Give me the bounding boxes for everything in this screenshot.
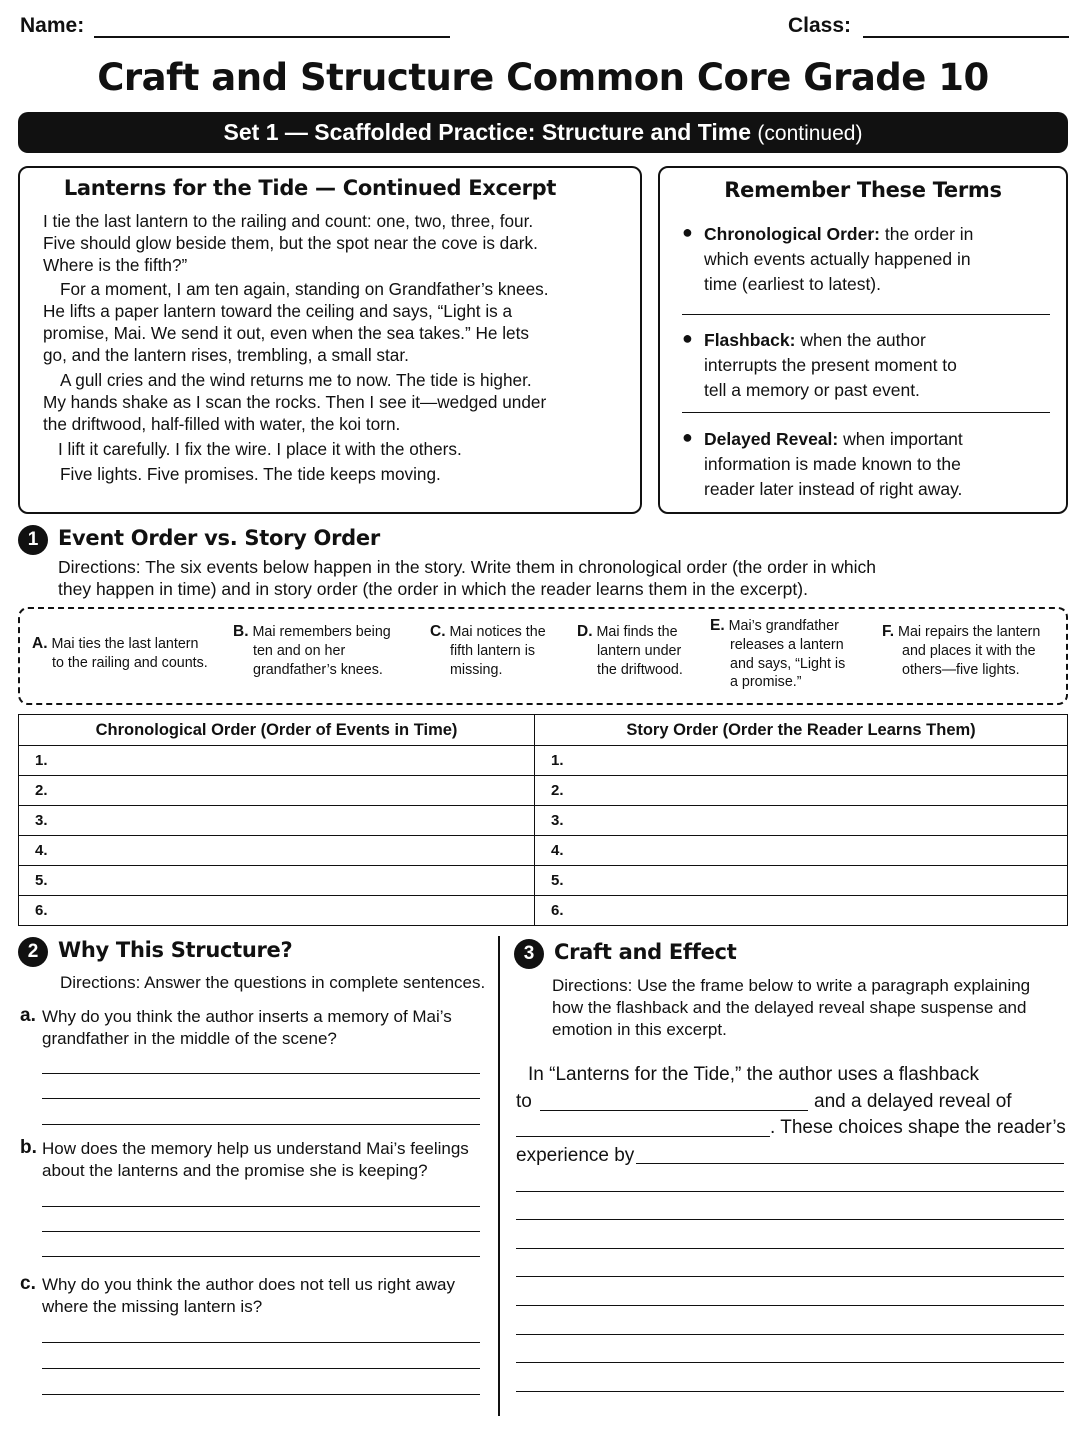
excerpt-line: I lift it carefully. I fix the wire. I place it with the others.: [58, 439, 462, 459]
question-text: Why do you think the author does not tell us right away: [42, 1275, 455, 1294]
question-a: [42, 1006, 482, 1050]
table-row: [19, 806, 1068, 836]
excerpt-line: go, and the lantern rises, trembling, a small star.: [43, 345, 409, 365]
paragraph-line[interactable]: [516, 1305, 1064, 1306]
excerpt-line: A gull cries and the wind returns me to now. The tide is higher.: [60, 370, 532, 390]
bullet-icon: ●: [682, 222, 693, 242]
excerpt-line: My hands shake as I scan the rocks. Then I see it—wedged under: [43, 392, 547, 412]
event-text: Mai repairs the lantern: [898, 624, 1041, 640]
story-cell-4[interactable]: 4.: [535, 836, 1068, 866]
event-b: [233, 623, 391, 679]
event-text: and says, “Light is: [730, 655, 846, 672]
answer-line-b[interactable]: [42, 1256, 480, 1257]
column-divider: [498, 936, 500, 1416]
table-row: [19, 776, 1068, 806]
story-cell-5[interactable]: 5.: [535, 866, 1068, 896]
term-flashback: [704, 328, 1044, 403]
paragraph-line[interactable]: [516, 1191, 1064, 1192]
class-field[interactable]: [788, 14, 1069, 38]
section1-title: Event Order vs. Story Order: [58, 526, 380, 550]
set-banner: [18, 112, 1068, 153]
section1-directions: they happen in time) and in story order (the order in which the reader learns them in the excerpt).: [58, 579, 808, 599]
question-b: [42, 1138, 482, 1182]
section-number-3: 3: [514, 939, 544, 969]
column-header-chronological: Chronological Order (Order of Events in Time): [19, 715, 535, 746]
frame-blank-experience[interactable]: [636, 1163, 1064, 1164]
event-text: Mai finds the: [596, 624, 678, 640]
event-text: fifth lantern is: [450, 642, 536, 659]
chronological-cell-1[interactable]: 1.: [19, 746, 535, 776]
excerpt-line: promise, Mai. We send it out, even when the sea takes.” He lets: [43, 323, 529, 343]
event-letter: B.: [233, 623, 249, 640]
chronological-cell-2[interactable]: 2.: [19, 776, 535, 806]
class-blank[interactable]: [863, 36, 1069, 38]
paragraph-line[interactable]: [516, 1362, 1064, 1363]
column-header-story: Story Order (Order the Reader Learns Them): [535, 715, 1068, 746]
table-row: [19, 746, 1068, 776]
answer-line-c[interactable]: [42, 1342, 480, 1343]
name-field[interactable]: [20, 14, 450, 38]
bullet-icon: ●: [682, 427, 693, 447]
bullet-icon: ●: [682, 328, 693, 348]
event-c: [430, 623, 546, 679]
event-letter: A.: [32, 635, 48, 652]
term-def: which events actually happened in: [704, 249, 971, 269]
excerpt-title: Lanterns for the Tide — Continued Excerpt: [63, 176, 557, 200]
event-bank: [18, 607, 1068, 705]
frame-blank-flashback[interactable]: [540, 1110, 808, 1111]
term-def: time (earliest to latest).: [704, 274, 881, 294]
event-letter: D.: [577, 623, 593, 640]
terms-title: Remember These Terms: [724, 178, 1002, 202]
paragraph-line[interactable]: [516, 1248, 1064, 1249]
story-cell-6[interactable]: 6.: [535, 896, 1068, 926]
chronological-cell-6[interactable]: 6.: [19, 896, 535, 926]
frame-delayed-reveal: and a delayed reveal of: [814, 1091, 1012, 1112]
table-row: [19, 866, 1068, 896]
event-text: Mai’s grandfather: [728, 618, 839, 634]
event-text: to the railing and counts.: [52, 654, 208, 671]
excerpt-line: I tie the last lantern to the railing and count: one, two, three, four.: [43, 211, 534, 231]
term-name: Flashback:: [704, 330, 796, 350]
question-text: How does the memory help us understand Mai’s feelings: [42, 1139, 469, 1158]
terms-panel: [658, 166, 1068, 514]
section3-directions: how the flashback and the delayed reveal shape suspense and: [552, 998, 1027, 1017]
section3-title: Craft and Effect: [554, 940, 737, 964]
event-text: missing.: [450, 661, 503, 678]
answer-line-b[interactable]: [42, 1206, 480, 1207]
question-letter-b: b.: [20, 1137, 37, 1158]
banner-main: Set 1 — Scaffolded Practice: Structure and Time: [223, 119, 751, 145]
event-text: Mai remembers being: [252, 624, 391, 640]
question-letter-a: a.: [20, 1005, 36, 1026]
section1-directions: Directions: The six events below happen in the story. Write them in chronological order (the order in which: [58, 557, 877, 577]
excerpt-line: Where is the fifth?”: [43, 255, 188, 275]
name-blank[interactable]: [94, 36, 450, 38]
chronological-cell-4[interactable]: 4.: [19, 836, 535, 866]
paragraph-line[interactable]: [516, 1391, 1064, 1392]
class-label: Class:: [788, 14, 852, 37]
event-letter: E.: [710, 617, 725, 634]
answer-line-b[interactable]: [42, 1231, 480, 1232]
term-def: reader later instead of right away.: [704, 479, 963, 499]
term-def: tell a memory or past event.: [704, 380, 920, 400]
story-cell-3[interactable]: 3.: [535, 806, 1068, 836]
story-cell-2[interactable]: 2.: [535, 776, 1068, 806]
event-a: [32, 635, 208, 673]
question-text: about the lanterns and the promise she is keeping?: [42, 1161, 428, 1180]
event-text: Mai notices the: [449, 624, 546, 640]
term-def: information is made known to the: [704, 454, 961, 474]
paragraph-line[interactable]: [516, 1276, 1064, 1277]
excerpt-line: He lifts a paper lantern toward the ceiling and says, “Light is a: [43, 301, 513, 321]
question-letter-c: c.: [20, 1273, 36, 1294]
frame-blank-reveal[interactable]: [516, 1136, 770, 1137]
frame-line-1: In “Lanterns for the Tide,” the author uses a flashback: [528, 1064, 979, 1085]
story-cell-1[interactable]: 1.: [535, 746, 1068, 776]
chronological-cell-3[interactable]: 3.: [19, 806, 535, 836]
event-d: [577, 623, 683, 679]
answer-line-a[interactable]: [42, 1098, 480, 1099]
excerpt-line: For a moment, I am ten again, standing on Grandfather’s knees.: [60, 279, 549, 299]
question-c: [42, 1274, 482, 1318]
event-f: [882, 623, 1040, 679]
event-letter: C.: [430, 623, 446, 640]
event-text: and places it with the: [902, 642, 1036, 659]
page-title: Craft and Structure Common Core Grade 10: [97, 56, 989, 99]
section2-directions: Directions: Answer the questions in complete sentences.: [60, 973, 486, 992]
term-def: when the author: [800, 330, 926, 350]
event-text: grandfather’s knees.: [253, 661, 383, 678]
order-table: [18, 714, 1068, 926]
answer-line-c[interactable]: [42, 1368, 480, 1369]
event-text: the driftwood.: [597, 661, 683, 678]
event-text: others—five lights.: [902, 661, 1020, 678]
event-text: ten and on her: [253, 642, 346, 659]
event-text: a promise.”: [730, 674, 802, 691]
excerpt-line: Five should glow beside them, but the spot near the cove is dark.: [43, 233, 538, 253]
banner-note: (continued): [757, 122, 863, 145]
term-name: Delayed Reveal:: [704, 429, 839, 449]
frame-experience: experience by: [516, 1145, 635, 1166]
event-text: releases a lantern: [730, 636, 844, 653]
chronological-cell-5[interactable]: 5.: [19, 866, 535, 896]
name-label: Name:: [20, 14, 85, 37]
excerpt-panel: [18, 166, 642, 514]
answer-line-c[interactable]: [42, 1394, 480, 1395]
answer-line-a[interactable]: [42, 1124, 480, 1125]
section3-directions: Directions: Use the frame below to write a paragraph explaining: [552, 976, 1031, 995]
excerpt-line: Five lights. Five promises. The tide keeps moving.: [60, 464, 441, 484]
section-number-1: 1: [18, 525, 48, 555]
term-delayed-reveal: [704, 427, 1044, 502]
table-header-row: [19, 715, 1068, 746]
term-chronological: [704, 222, 1044, 297]
term-def: when important: [843, 429, 963, 449]
event-text: lantern under: [597, 642, 682, 659]
event-e: [710, 617, 845, 692]
question-text: grandfather in the middle of the scene?: [42, 1029, 337, 1048]
frame-to: to: [516, 1091, 532, 1112]
term-divider: [682, 314, 1050, 315]
frame-shape: . These choices shape the reader’s: [770, 1117, 1066, 1138]
answer-line-a[interactable]: [42, 1073, 480, 1074]
excerpt-line: the driftwood, half-filled with water, the koi torn.: [43, 414, 401, 434]
section3-directions: emotion in this excerpt.: [552, 1020, 727, 1039]
event-text: Mai ties the last lantern: [51, 636, 199, 652]
section-number-2: 2: [18, 937, 48, 967]
section2-title: Why This Structure?: [58, 938, 293, 962]
term-name: Chronological Order:: [704, 224, 880, 244]
term-def: interrupts the present moment to: [704, 355, 957, 375]
table-row: [19, 896, 1068, 926]
event-letter: F.: [882, 623, 895, 640]
term-divider: [682, 412, 1050, 413]
question-text: where the missing lantern is?: [42, 1297, 263, 1316]
paragraph-line[interactable]: [516, 1219, 1064, 1220]
paragraph-line[interactable]: [516, 1334, 1064, 1335]
question-text: Why do you think the author inserts a memory of Mai’s: [42, 1007, 452, 1026]
term-def: the order in: [884, 224, 974, 244]
table-row: [19, 836, 1068, 866]
